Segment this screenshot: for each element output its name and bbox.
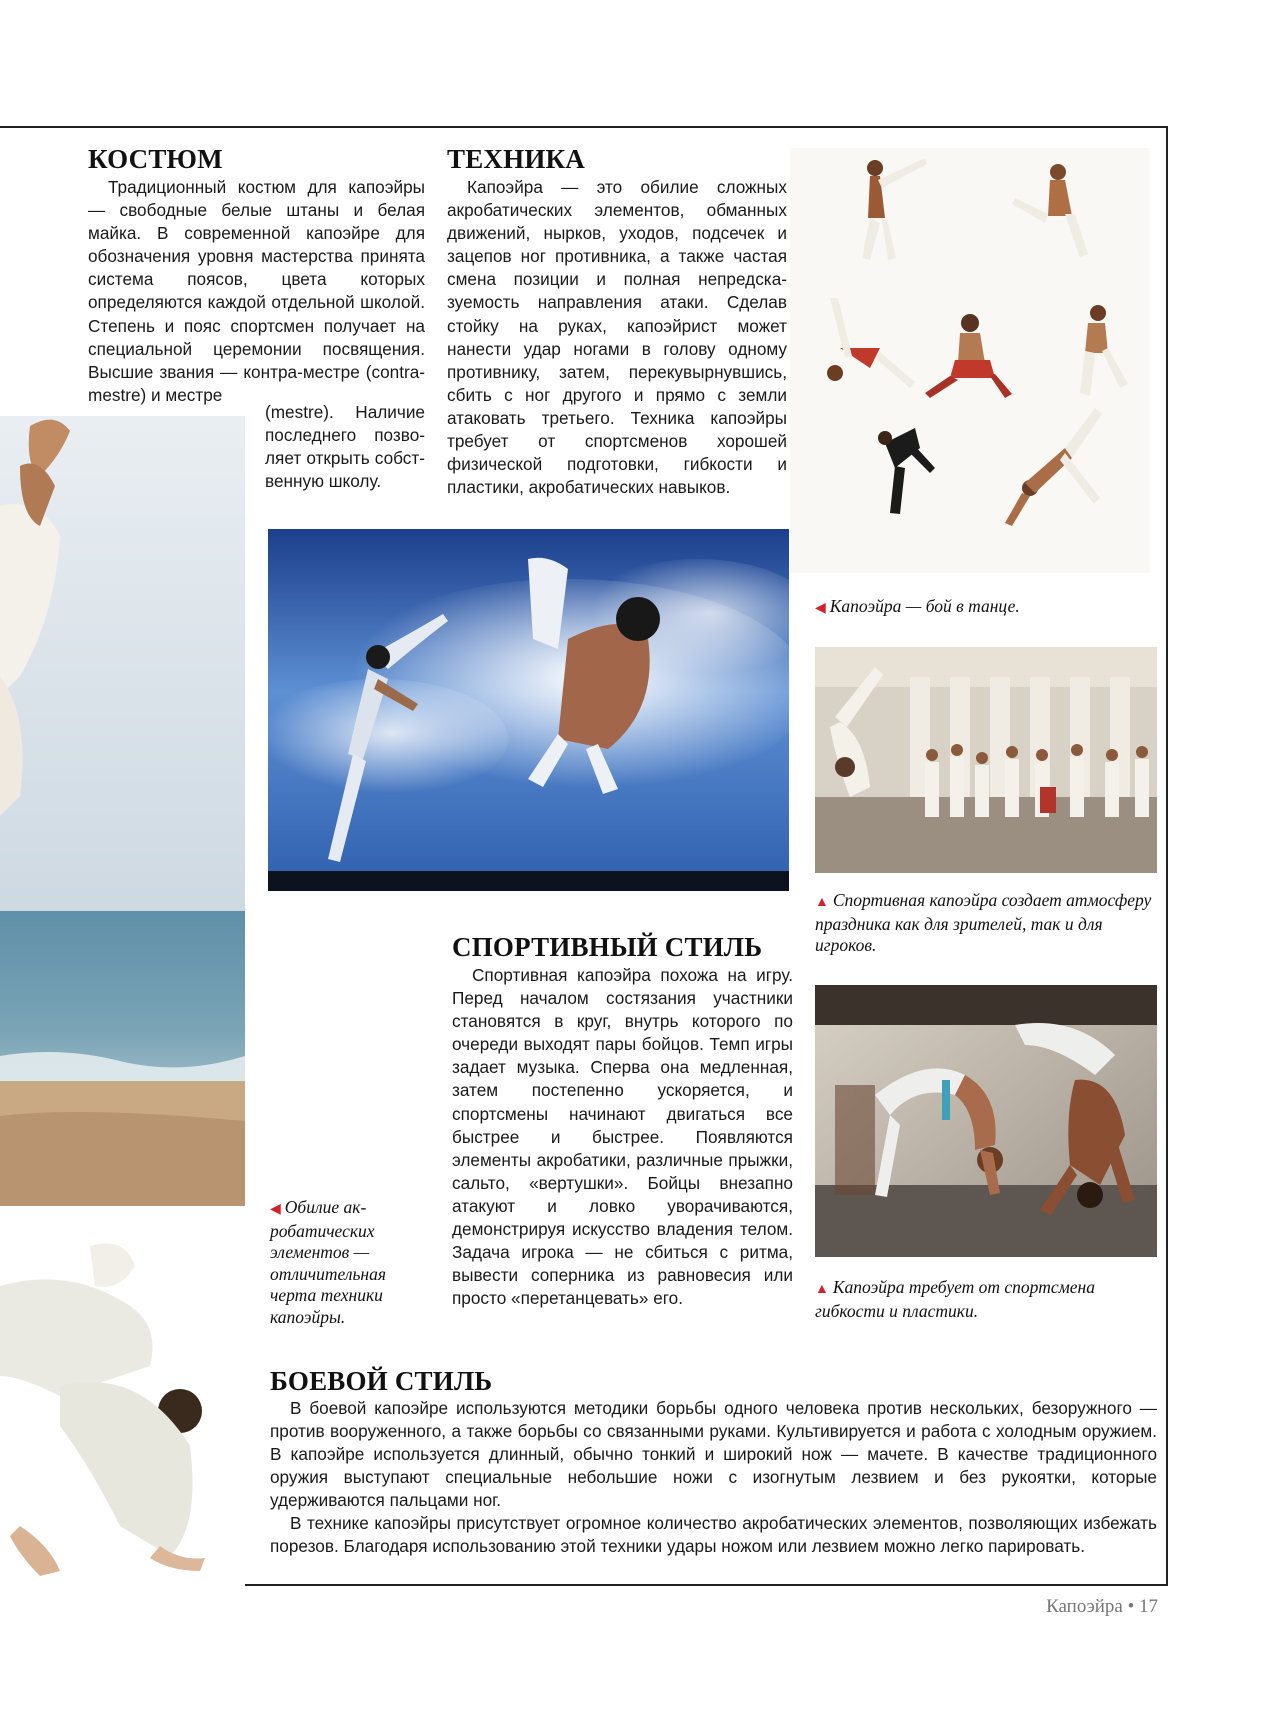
kostyum-heading: КОСТЮМ <box>88 144 223 174</box>
caption-acro: ◀ Обилие акробатических элементов — отличительная черта техники капоэйры. <box>270 1197 386 1327</box>
festival-crowd-photo <box>815 647 1157 873</box>
tekhnika-heading: ТЕХНИКА <box>447 144 585 174</box>
sport-heading: СПОРТИВНЫЙ СТИЛЬ <box>452 932 763 962</box>
kostyum-text-b: (mestre). Наличие последнего позволяет открыть собственную школу. <box>265 402 425 492</box>
caption-festival: ▲ Спортивная капоэйра создает атмосферу праздника как для зрителей, так и для игроков. <box>815 890 1152 955</box>
caption-up-triangle-icon-2: ▲ <box>815 1282 829 1297</box>
caption-up-triangle-icon: ▲ <box>815 895 829 910</box>
capoeira-poses-illustration <box>790 148 1150 573</box>
footer-page-number: 17 <box>1139 1596 1158 1617</box>
boevoy-heading: БОЕВОЙ СТИЛЬ <box>270 1366 493 1396</box>
caption-left-triangle-icon: ◀ <box>270 1202 281 1217</box>
white-clad-capoeirista-photo <box>0 1226 245 1586</box>
caption-dance: ◀ Капоэйра — бой в танце. <box>815 596 1020 616</box>
boevoy-text-p1: В боевой капоэйре используются методики борьбы одного человека против нескольких, безоружного — против вооруженного, а также борьбы со связанными руками. Культивируется и работа с холодным оружием. В капоэйре используется длинный, обычно тонкий и широкий нож — мачете. В качестве традиционного оружия выступают специальные небольшие ножи с изогнутым лезвием и без рукоятки, которые удерживаются пальцами ног. <box>270 1398 1157 1511</box>
beach-kick-photo <box>0 416 245 1206</box>
sport-text: Спортивная капоэйра похожа на игру. Перед началом состязания участники становятся в круг, внутрь которого по очереди выходят пары бойцов. Темп игры задает музыка. Сперва она медленная, затем постепенно ускоряется, и спортсмены начинают двигаться все быстрее и быстрее. Появляются элементы акробатики, различные прыжки, сальто, «вертушки». Бойцы внезапно атакуют и ловко уворачиваются, демонстрируя искусство владения телом. Задача игрока — не сбиться с ритма, вывести соперника из равновесия или просто «перетанцевать» его. <box>452 965 793 1309</box>
page-footer <box>1046 1596 1158 1618</box>
footer-separator: • <box>1127 1596 1135 1617</box>
backbend-photo <box>815 985 1157 1257</box>
caption-triangle-icon: ◀ <box>815 601 826 616</box>
boevoy-text-p2: В технике капоэйры присутствует огромное количество акробатических элементов, позволяющих избежать порезов. Благодаря использованию этой техники удары ножом или лезвием можно легко парировать. <box>270 1513 1157 1557</box>
sky-jump-photo <box>268 529 789 891</box>
footer-magazine: Капоэйра <box>1046 1596 1123 1617</box>
tekhnika-text: Капоэйра — это обилие сложных акробатических элементов, обманных движений, нырков, уходов, подсечек и зацепов ног противника, а также частая смена позиции и полная непредсказуемость направления атаки. Сделав стойку на руках, капоэйрист может нанести удар ногами в голову одному противнику, затем, перекувырнувшись, сбить с ног другого и прямо с земли атаковать третьего. Техника капоэйры требует от спортсменов хорошей физической подготовки, гибкости и пластики, акробатических навыков. <box>447 177 787 498</box>
caption-flex: ▲ Капоэйра требует от спортсмена гибкости и пластики. <box>815 1277 1095 1321</box>
kostyum-text-a: Традиционный костюм для капоэйры — свободные белые штаны и белая майка. В современной капоэйре для обозначения уровня мастерства принята система поясов, цвета которых определяются каждой отдельной школой. Степень и пояс спортсмен получает на специальной церемонии посвящения. Высшие звания — контра-местре (contra-mestre) и местре <box>88 177 425 405</box>
